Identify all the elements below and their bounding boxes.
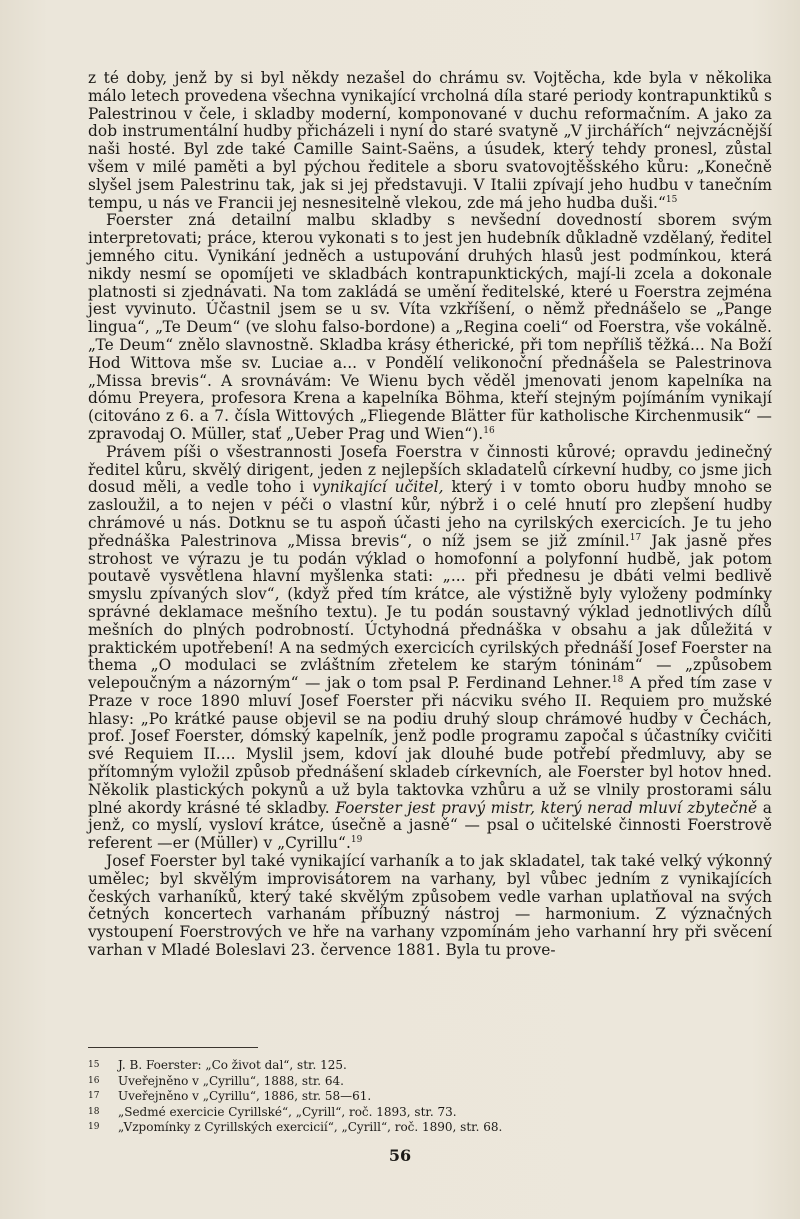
footnote bbox=[88, 1074, 772, 1090]
footnote-text: „Vzpomínky z Cyrillských exercicií“, „Cyrill“, roč. 1890, str. 68. bbox=[118, 1120, 503, 1135]
footnote bbox=[88, 1089, 772, 1105]
footnote bbox=[88, 1058, 772, 1074]
paragraph-text: Foerster zná detailní malbu skladby s nevšední dovedností sborem svým interpretovati; práce, kterou vykonati s to jest jen hudebník důkladně vzdělaný, ředitel jemného citu. Vynikání jedněch a ustupování druhých hlasů jest podmínkou, která nikdy nesmí se opomíjeti ve skladbách kontrapunktických, mají-li zcela a dokonale platnosti si zjednávati. Na tom zakládá se umění ředitelské, které u Foerstra zejména jest vyvinuto. Účastnil jsem se u sv. Víta vzkříšení, o němž přednášelo se „Pange lingua“, „Te Deum“ (ve slohu falso-bordone) a „Regina coeli“ od Foerstra, vše vokálně. „Te Deum“ znělo slavnostně. Skladba krásy étherické, při tom nepříliš těžká... Na Boží Hod Wittova mše sv. Luciae a... v Pondělí velikonoční přednášela se Palestrinova „Missa brevis“. A srovnávám: Ve Wienu bych věděl jmenovati jenom kapelníka na dómu Preyera, profesora Krena a kapelníka Böhma, kteří stejným pojímáním vynikají (citováno z 6. a 7. čísla Wittových „Fliegende Blätter für katholische Kirchenmusik“ — zpravodaj O. Müller, stať „Ueber Prag und Wien“). bbox=[88, 211, 772, 443]
footnote-ref: 15 bbox=[665, 194, 678, 205]
footnote-text: J. B. Foerster: „Co život dal“, str. 125. bbox=[118, 1058, 347, 1072]
footnote-number: 18 bbox=[88, 1106, 100, 1117]
paragraph-text: Jak jasně přes strohost ve výrazu je tu podán výklad o homofonní a polyfonní hudbě, jak potom poutavě vysvětlena hlavní myšlenka stati: „... při přednesu je dbáti velmi bedlivě smyslu zpívaných slov“, (když před tím krátce, ale výstižně byly vyloženy podmínky správné deklamace mešního textu). Je tu podán soustavný výklad jednotlivých dílů mešních do plných podrobností. Úctyhodná přednáška v obsahu a jak důležitá v praktickém upotřebení! A na sedmých exercicích cyrilských přednáší Josef Foerster na thema „O modulaci se zvláštním zřetelem ke starým tóninám“ — „způsobem velepoučným a názorným“ — jak o tom psal P. Ferdinand Lehner. bbox=[88, 531, 772, 693]
footnote bbox=[88, 1105, 772, 1121]
paragraph bbox=[88, 853, 772, 960]
paragraph-text: a jenž, co myslí, vysloví krátce, úsečně a jasně“ — psal o učitelské činnosti Foerstrově referent —er (Müller) v „Cyrillu“. bbox=[88, 798, 772, 853]
footnote-text: Uveřejněno v „Cyrillu“, 1886, str. 58—61. bbox=[118, 1089, 372, 1104]
emphasis: Foerster jest pravý mistr, který nerad mluví zbytečně bbox=[335, 798, 758, 817]
paragraph-text: Právem píši o všestrannosti Josefa Foerstra v činnosti kůrové; opravdu jedinečný ředitel kůru, skvělý dirigent, jeden z nejlepších skladatelů církevní hudby, co jsme jich dosud měli, a vedle toho i bbox=[88, 442, 772, 497]
footnote bbox=[88, 1120, 772, 1136]
footnote-ref: 18 bbox=[611, 675, 624, 686]
paragraph bbox=[88, 212, 772, 443]
footnote-number: 17 bbox=[88, 1091, 100, 1102]
footnote-ref: 17 bbox=[629, 532, 642, 543]
body-text bbox=[88, 70, 772, 960]
paragraph bbox=[88, 444, 772, 853]
footnote-number: 16 bbox=[88, 1075, 100, 1086]
footnote-number: 19 bbox=[88, 1122, 100, 1133]
footnote-divider bbox=[88, 1047, 258, 1048]
paragraph-text: A před tím zase v Praze v roce 1890 mluví Josef Foerster při nácviku svého II. Requiem pro mužské hlasy: „Po krátké pause objevil se na podiu druhý sloup chrámové hudby v Čechách, prof. Josef Foerster, dómský kapelník, jenž podle programu započal s účastníky cvičiti své Requiem II.... Myslil jsem, kdoví jak dlouhé bude potřebí předmluvy, aby se přítomným vyložil způsob přednášení skladeb církevních, ale Foerster byl hotov hned. Několik plastických pokynů a už byla taktovka vzhůru a už se vlnily prostorami sálu plné akordy krásné té skladby. bbox=[88, 674, 772, 817]
paragraph-text: Josef Foerster byl také vynikající varhaník a to jak skladatel, tak také velký výkonný umělec; byl skvělým improvisátorem na varhany, byl vůbec jedním z vynikajících českých varhaníků, který také skvělým způsobem vedle varhan uplatňoval na svých četných koncertech varhanám příbuzný nástroj — harmonium. Z význačných vystoupení Foerstrových ve hře na varhany vzpomínám jeho varhanní hry při svěcení varhan v Mladé Boleslavi 23. července 1881. Byla tu prove- bbox=[88, 852, 772, 960]
footnote-text: Uveřejněno v „Cyrillu“, 1888, str. 64. bbox=[118, 1073, 344, 1088]
paragraph bbox=[88, 70, 772, 212]
paragraph-text: který i v tomto oboru hudby mnoho se zasloužil, a to nejen v péči o vlastní kůr, nýbrž i o celé hnutí pro zlepšení hudby chrámové u nás. Dotknu se tu aspoň účasti jeho na cyrilských exercicích. Je tu jeho přednáška Palestrinova „Missa brevis“, o níž jsem se již zmínil. bbox=[88, 478, 773, 550]
footnote-number: 15 bbox=[88, 1060, 100, 1070]
paragraph-text: z té doby, jenž by si byl někdy nezašel do chrámu sv. Vojtěcha, kde byla v několika málo letech provedena všechna vynikající vrcholná díla staré periody kontrapunktiků s Palestrinou v čele, i skladby moderní, komponované v duchu reformačním. A jako za dob instrumentální hudby přicházeli i nyní do staré svatyně „V jirchářích“ nejvzácnější naši hosté. Byl zde také Camille Saint-Saëns, a úsudek, který tehdy pronesl, zůstal všem v milé paměti a byl pýchou ředitele a sboru svatovojtěšského kůru: „Konečně slyšel jsem Palestrinu tak, jak si jej představuji. V Italii zpívají jeho hudbu v tanečním tempu, u nás ve Francii jej nesnesitelně vlekou, zde má jeho hudba duši.“ bbox=[88, 69, 772, 212]
footnote-ref: 16 bbox=[483, 425, 495, 436]
emphasis: vynikající učitel, bbox=[312, 478, 444, 497]
footnote-ref: 19 bbox=[350, 835, 363, 846]
footnotes bbox=[88, 1058, 772, 1136]
footnote-text: „Sedmé exercicie Cyrillské“, „Cyrill“, roč. 1893, str. 73. bbox=[118, 1104, 457, 1119]
page-number: 56 bbox=[388, 1146, 412, 1165]
